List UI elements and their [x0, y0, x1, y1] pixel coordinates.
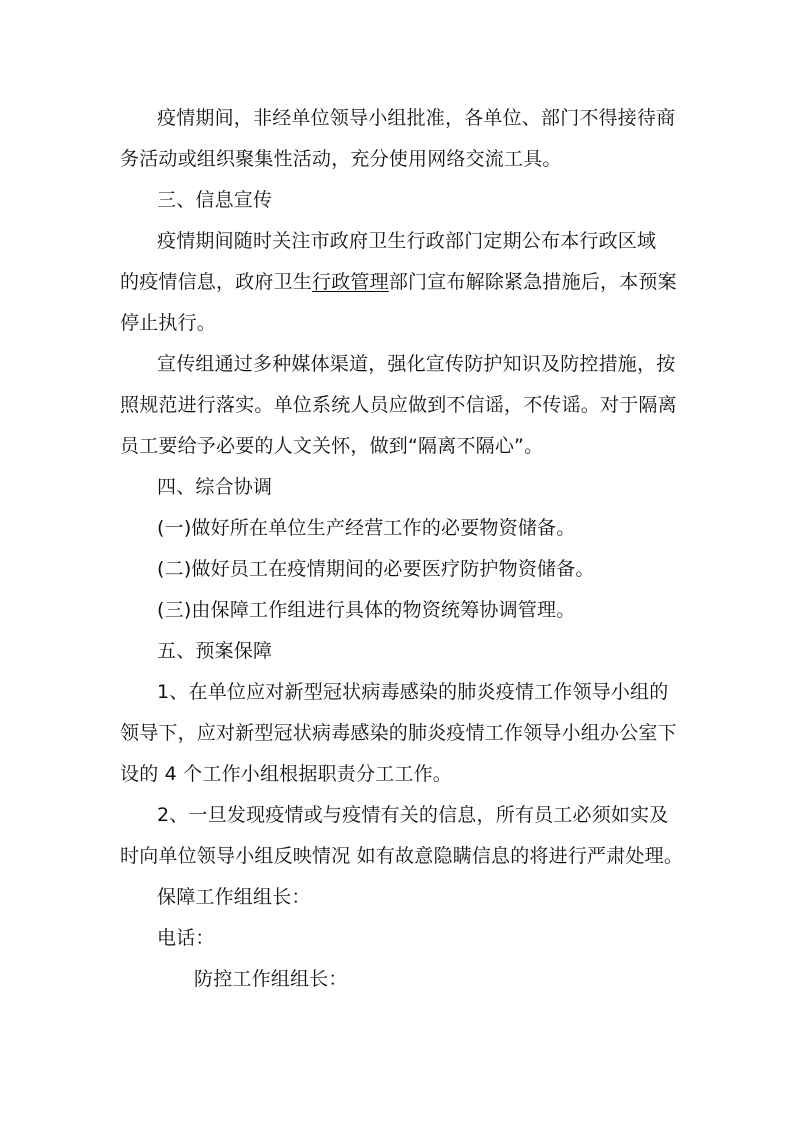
paragraph-line: 疫情期间，非经单位领导小组批准，各单位、部门不得接待商	[157, 107, 676, 129]
paragraph-line: 停止执行。	[120, 312, 217, 334]
paragraph-line	[120, 270, 680, 294]
text-segment: 部门宣布解除紧急措施后，本预案	[388, 271, 677, 293]
paragraph-line: 疫情期间随时关注市政府卫生行政部门定期公布本行政区域	[157, 230, 657, 252]
section-heading-plan-guarantee: 五、预案保障	[157, 640, 273, 662]
text-segment: 的疫情信息，政府卫生	[120, 271, 313, 293]
paragraph-line: 2、一旦发现疫情或与疫情有关的信息，所有员工必须如实及	[157, 804, 669, 826]
paragraph-line: 员工要给予必要的人文关怀，做到“隔离不隔心”。	[120, 435, 544, 457]
field-label-guarantee-leader: 保障工作组组长：	[157, 886, 311, 908]
section-heading-coordination: 四、综合协调	[157, 476, 273, 498]
paragraph-line: 1、在单位应对新型冠状病毒感染的肺炎疫情工作领导小组的	[157, 681, 669, 703]
paragraph-line: 领导下，应对新型冠状病毒感染的肺炎疫情工作领导小组办公室下	[120, 722, 677, 744]
list-item: (二)做好员工在疫情期间的必要医疗防护物资储备。	[157, 558, 595, 580]
paragraph-line: 务活动或组织聚集性活动，充分使用网络交流工具。	[120, 148, 562, 170]
paragraph-line: 时向单位领导小组反映情况 如有故意隐瞒信息的将进行严肃处理。	[120, 845, 684, 867]
underlined-text: 行政管理	[312, 271, 389, 293]
list-item: (一)做好所在单位生产经营工作的必要物资储备。	[157, 517, 576, 539]
list-item: (三)由保障工作组进行具体的物资统筹协调管理。	[157, 599, 576, 621]
paragraph-line: 设的 4 个工作小组根据职责分工工作。	[120, 763, 452, 785]
field-label-prevention-leader: 防控工作组组长：	[194, 968, 348, 990]
paragraph-line: 宣传组通过多种媒体渠道，强化宣传防护知识及防控措施，按	[157, 353, 676, 375]
paragraph-line: 照规范进行落实。单位系统人员应做到不信谣，不传谣。对于隔离	[120, 394, 677, 416]
field-label-phone: 电话：	[157, 927, 215, 949]
section-heading-info-publicity: 三、信息宣传	[157, 189, 273, 211]
